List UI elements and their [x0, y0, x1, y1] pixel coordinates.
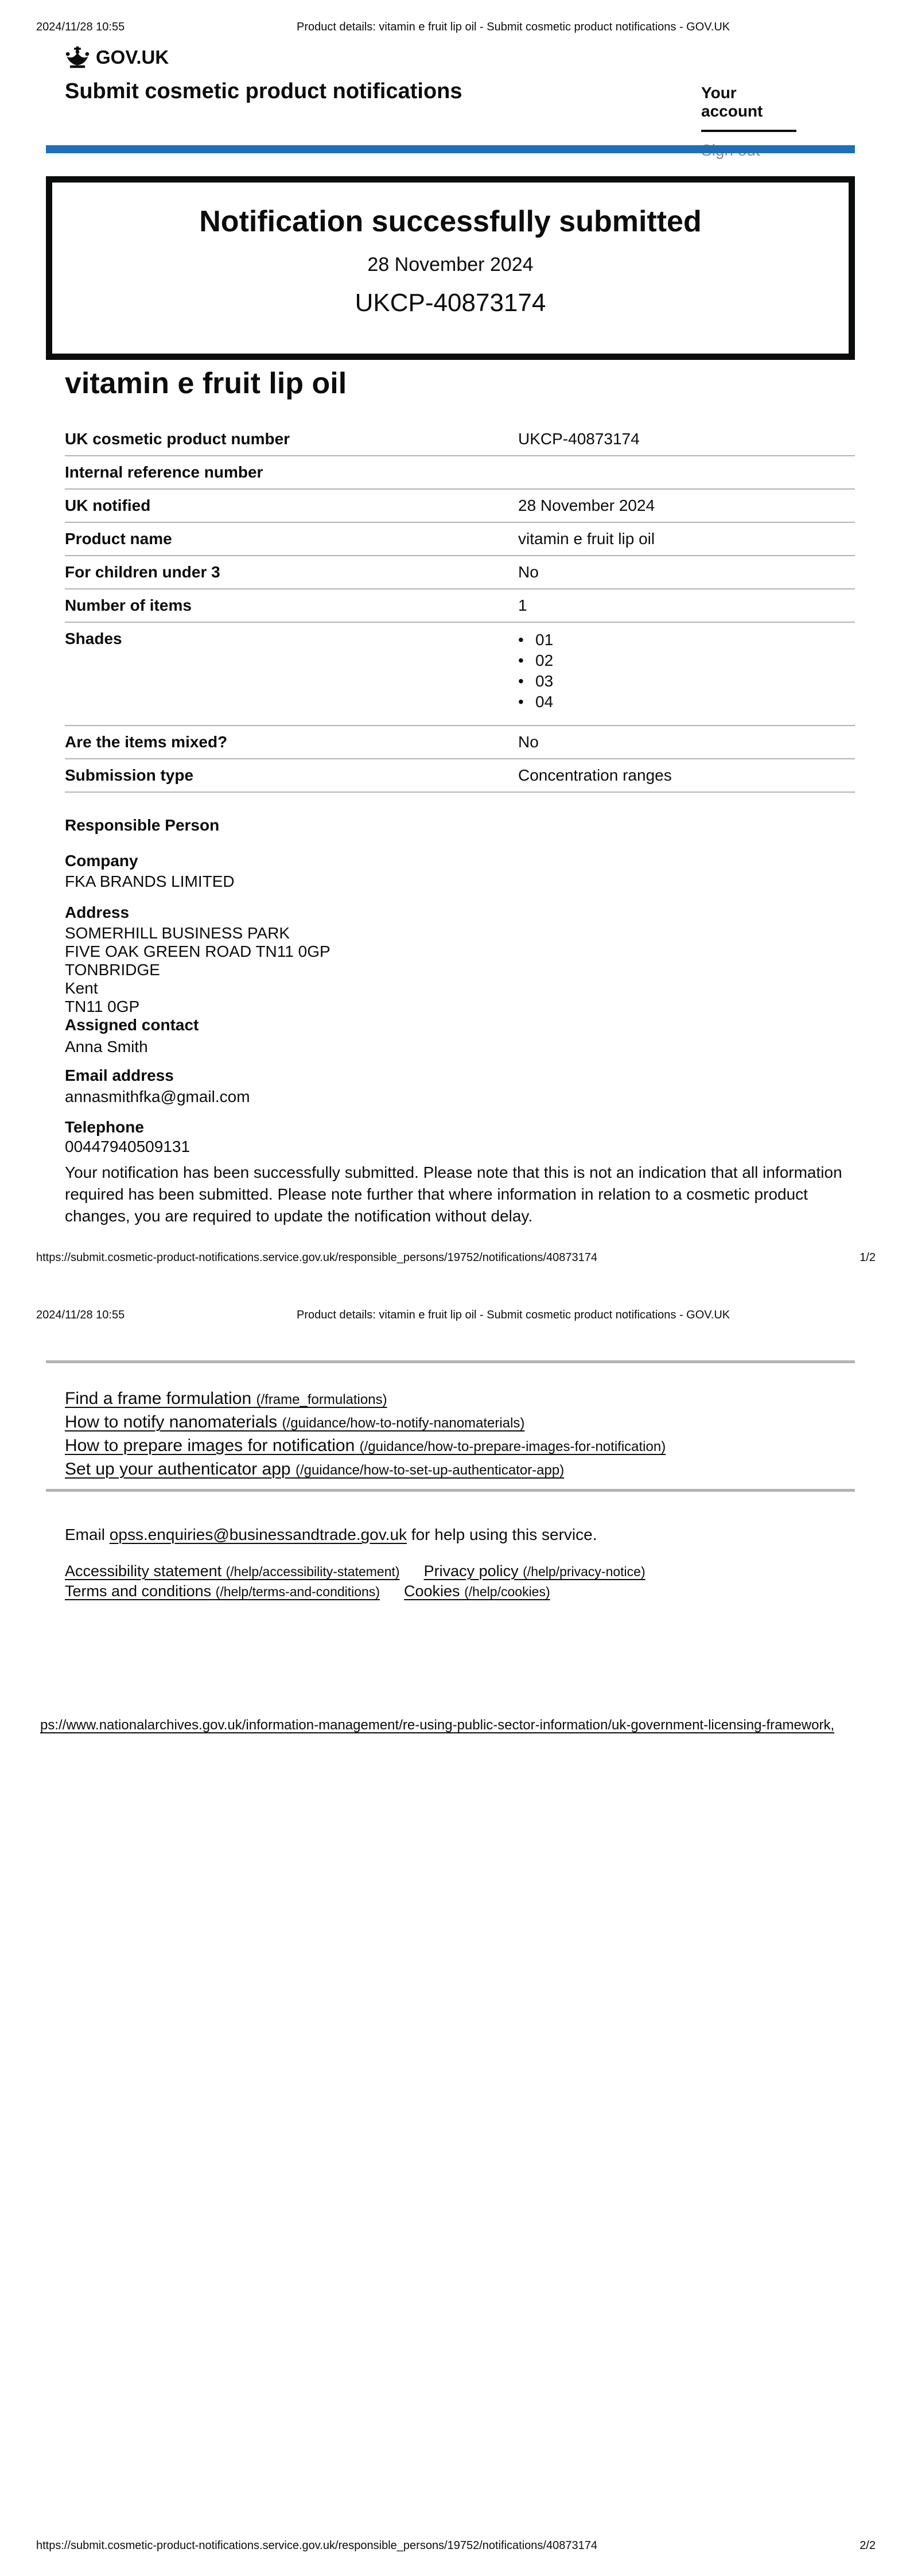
address-line: FIVE OAK GREEN ROAD TN11 0GP: [65, 942, 330, 960]
shade-item: • 02: [518, 650, 855, 671]
row-value: 28 November 2024: [518, 496, 655, 514]
address-line: TN11 0GP: [65, 998, 140, 1015]
assigned-contact-label: Assigned contact: [65, 1016, 199, 1034]
table-row: [65, 523, 855, 556]
terms-and-conditions-link[interactable]: Terms and conditions (/help/terms-and-conditions): [65, 1582, 380, 1600]
row-value: UKCP-40873174: [518, 430, 640, 448]
page-number: 2/2: [860, 2539, 876, 2552]
telephone-value: 00447940509131: [65, 1138, 190, 1155]
telephone-label: Telephone: [65, 1118, 144, 1136]
company-value: FKA BRANDS LIMITED: [65, 872, 235, 890]
assigned-contact-value: Anna Smith: [65, 1038, 148, 1056]
service-name-link[interactable]: Submit cosmetic product notifications: [65, 79, 462, 103]
your-account-link[interactable]: Your account: [701, 84, 796, 132]
row-label: UK notified: [65, 496, 151, 514]
list-item: [65, 1460, 666, 1479]
row-value: No: [518, 563, 539, 581]
footer-url: https://submit.cosmetic-product-notifications.service.gov.uk/responsible_persons/19752/notifications/40873174: [36, 1251, 597, 1264]
accessibility-statement-link[interactable]: Accessibility statement (/help/accessibility-statement): [65, 1562, 400, 1580]
address-line: Kent: [65, 979, 98, 997]
row-label: Product name: [65, 530, 172, 548]
shade-item: • 03: [518, 671, 855, 692]
print-footer: [36, 2539, 876, 2552]
address-label: Address: [65, 903, 130, 921]
list-item: [65, 1413, 666, 1432]
footer-divider: [46, 1360, 855, 1363]
row-label: For children under 3: [65, 563, 220, 581]
address-line: TONBRIDGE: [65, 961, 160, 979]
table-row: [65, 726, 855, 759]
address-line: SOMERHILL BUSINESS PARK: [65, 924, 290, 942]
row-value: No: [518, 733, 539, 751]
row-label: UK cosmetic product number: [65, 430, 290, 448]
row-label: Submission type: [65, 766, 194, 784]
table-row: [65, 456, 855, 490]
table-row: [65, 423, 855, 456]
shades-list: [518, 630, 855, 712]
table-row: [65, 589, 855, 623]
crown-icon: [65, 46, 90, 69]
header-accent-bar: [46, 145, 855, 153]
table-row-shades: [65, 623, 855, 726]
guidance-links-list: [65, 1389, 666, 1483]
row-label: Shades: [65, 630, 122, 647]
email-value: annasmithfka@gmail.com: [65, 1088, 250, 1105]
shade-item: • 01: [518, 630, 855, 650]
row-label: Are the items mixed?: [65, 733, 228, 751]
list-item: [65, 1389, 666, 1409]
privacy-policy-link[interactable]: Privacy policy (/help/privacy-notice): [423, 1562, 645, 1580]
frame-formulation-link[interactable]: Find a frame formulation (/frame_formulations): [65, 1389, 387, 1408]
footer-divider: [46, 1489, 855, 1492]
email-label: Email address: [65, 1066, 174, 1084]
footer-links-row: [65, 1562, 645, 1580]
table-row: [65, 759, 855, 793]
national-archives-license-link: [40, 1717, 834, 1733]
company-label: Company: [65, 852, 138, 870]
row-value: vitamin e fruit lip oil: [518, 530, 655, 548]
govuk-logotype: GOV.UK: [96, 46, 169, 68]
help-email-link[interactable]: opss.enquiries@businessandtrade.gov.uk: [109, 1526, 407, 1543]
row-value: 1: [518, 596, 527, 614]
panel-title: Notification successfully submitted: [199, 205, 702, 238]
product-summary-table: [65, 423, 855, 793]
responsible-person-section: [65, 816, 845, 1227]
print-page-title: Product details: vitamin e fruit lip oil - Submit cosmetic product notifications - GOV.UK: [297, 1309, 730, 1321]
govuk-logo[interactable]: [65, 46, 169, 69]
print-header: [36, 21, 874, 36]
responsible-person-heading: Responsible Person: [65, 816, 220, 834]
notify-nanomaterials-link[interactable]: How to notify nanomaterials (/guidance/how-to-notify-nanomaterials): [65, 1413, 525, 1431]
print-datetime: 2024/11/28 10:55: [36, 1309, 125, 1321]
row-label: Number of items: [65, 596, 192, 614]
page-2: [0, 1288, 910, 2576]
ogl-license-url[interactable]: ps://www.nationalarchives.gov.uk/information-management/re-using-public-sector-information/uk-government-licensing-framework,: [40, 1717, 835, 1733]
print-page-title: Product details: vitamin e fruit lip oil - Submit cosmetic product notifications - GOV.UK: [297, 21, 730, 33]
prepare-images-link[interactable]: How to prepare images for notification (/guidance/how-to-prepare-images-for-notification): [65, 1436, 666, 1455]
list-item: [65, 1436, 666, 1456]
footer-links-row: [65, 1582, 550, 1600]
confirmation-panel: [46, 176, 855, 360]
submission-note: Your notification has been successfully submitted. Please note that this is not an indication that all information required has been submitted. Please note further that where information in relation to a cosmetic product changes, you are required to update the notification without delay.: [65, 1163, 842, 1225]
authenticator-app-link[interactable]: Set up your authenticator app (/guidance/how-to-set-up-authenticator-app): [65, 1460, 565, 1479]
panel-date: 28 November 2024: [367, 254, 534, 276]
print-footer: [36, 1251, 876, 1264]
print-datetime: 2024/11/28 10:55: [36, 21, 125, 33]
shade-item: • 04: [518, 692, 855, 712]
row-label: Internal reference number: [65, 463, 263, 481]
row-value: [518, 463, 855, 482]
panel-reference-number: UKCP-40873174: [355, 289, 546, 317]
row-value: Concentration ranges: [518, 766, 672, 784]
footer-url: https://submit.cosmetic-product-notifications.service.gov.uk/responsible_persons/19752/notifications/40873174: [36, 2539, 597, 2552]
cookies-link[interactable]: Cookies (/help/cookies): [404, 1582, 550, 1600]
page-number: 1/2: [860, 1251, 876, 1264]
help-contact-line: Email opss.enquiries@businessandtrade.gov.uk for help using this service.: [65, 1526, 597, 1543]
table-row: [65, 556, 855, 589]
product-title: vitamin e fruit lip oil: [65, 367, 347, 400]
table-row: [65, 490, 855, 523]
print-header: [36, 1309, 874, 1324]
